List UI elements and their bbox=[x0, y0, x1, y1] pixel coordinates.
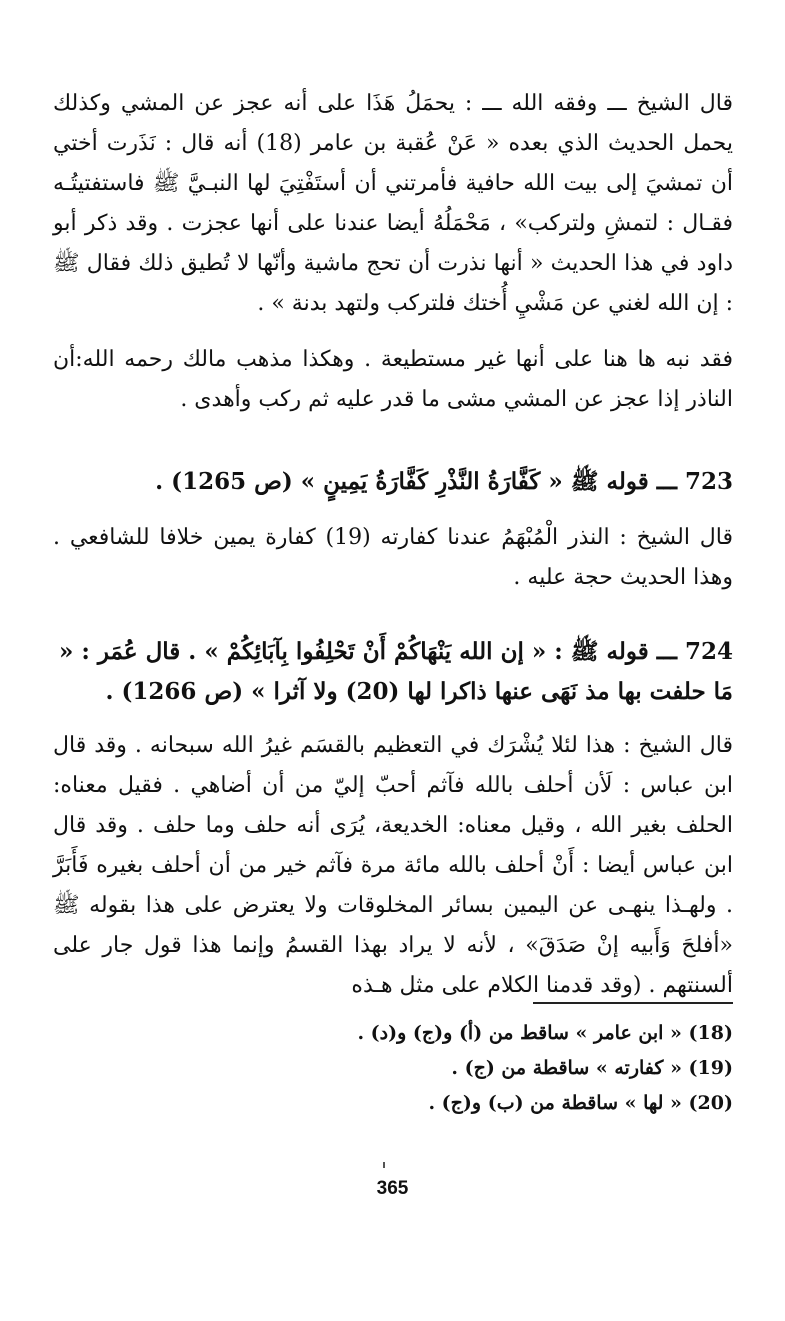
hadith-724-text: 724 ـــ قوله ﷺ : « إن الله يَنْهَاكُمْ أَنْ تَحْلِفُوا بِآبَائِكُمْ » . قال عُمَر : « مَا حلفت بها مذ نَهَى عنها ذاكرا لها (20) ولا آثرا » (ص 1266) . bbox=[58, 638, 733, 705]
paragraph-1-text: قال الشيخ ـــ وفقه الله ـــ : يحمَلُ هَذَا على أنه عجز عن المشي وكذلك يحمل الحديث الذي بعده « عَنْ عُقبة بن عامر (18) أنه قال : نَذَرت أختي أن تمشيَ إلى بيت الله حافية فأمرتني أن أستَفْتِيَ لها النبـيَّ ﷺ فاستفتيتُـه فقـال : لتمشِ ولتركب» ، مَحْمَلُهُ أيضا عندنا على أنها عجزت . وقد ذكر أبو داود في هذا الحديث « أنها نذرت أن تحج ماشية وأنّها لا تُطيق ذلك فقال ﷺ : إن الله لغني عن مَشْيِ أُختك فلتركب ولتهد بدنة » . bbox=[53, 91, 734, 316]
footnote-19: (19) « كفارته » ساقطة من (ج) . bbox=[451, 1057, 733, 1079]
hadith-723-heading bbox=[53, 462, 733, 502]
page-number: 365 bbox=[376, 1178, 409, 1199]
hadith-724-heading bbox=[53, 632, 733, 712]
paragraph-3 bbox=[53, 518, 733, 598]
hadith-723-text: 723 ـــ قوله ﷺ « كَفَّارَةُ النَّذْرِ كَفَّارَةُ يَمِينٍ » (ص 1265) . bbox=[155, 468, 733, 495]
footnotes bbox=[53, 1016, 733, 1121]
paragraph-4 bbox=[53, 726, 733, 1006]
print-mark bbox=[383, 1162, 385, 1168]
footnote-20: (20) « لها » ساقطة من (ب) و(ج) . bbox=[428, 1092, 733, 1114]
paragraph-3-text: قال الشيخ : النذر الْمُبْهَمُ عندنا كفارته (19) كفارة يمين خلافا للشافعي . وهذا الحديث حجة عليه . bbox=[53, 525, 733, 590]
paragraph-1 bbox=[53, 84, 733, 324]
footnote-divider bbox=[533, 1002, 733, 1004]
footnote-18: (18) « ابن عامر » ساقط من (أ) و(ج) و(د) . bbox=[357, 1022, 733, 1044]
paragraph-4-text: قال الشيخ : هذا لئلا يُشْرَك في التعظيم بالقسَم غيرُ الله سبحانه . وقد قال ابن عباس : لَأن أحلف بالله فآثم أحبّ إليّ من أن أضاهي . فقيل معناه: الحلف بغير الله ، وقيل معناه: الخديعة، يُرَى أنه حلف وما حلف . وقد قال ابن عباس أيضا : أَنْ أحلف بالله مائة مرة فآثم خير من أن أحلف بغيره فَأَبَرَّ . ولهـذا ينهـى عن اليمين بسائر المخلوقات ولا يعترض على هذا بقوله ﷺ «أفلحَ وَأَبيه إنْ صَدَقَ» ، لأنه لا يراد بهذا القسمُ وإنما هذا قول جار على ألسنتهم . (وقد قدمنا الكلام على مثل هـذه bbox=[53, 733, 733, 998]
paragraph-2-text: فقد نبه ها هنا على أنها غير مستطيعة . وهكذا مذهب مالك رحمه الله:أن الناذر إذا عجز عن المشي مشى ما قدر عليه ثم ركب وأهدى . bbox=[53, 347, 733, 412]
paragraph-2 bbox=[53, 340, 733, 420]
